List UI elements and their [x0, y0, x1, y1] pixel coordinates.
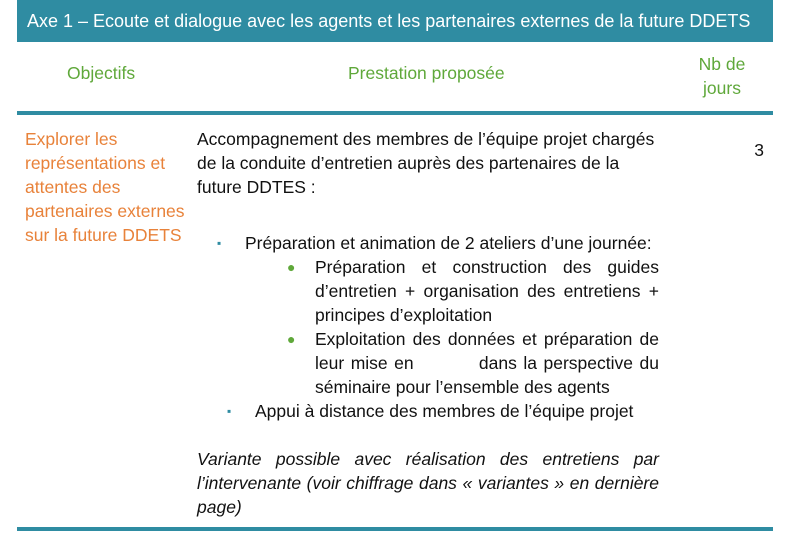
bullet-text: Préparation et animation de 2 ateliers d’une journée: [245, 233, 652, 253]
list-item [197, 231, 659, 255]
dot-bullet-icon: ● [287, 259, 296, 275]
table-bottom-rule [17, 527, 773, 531]
square-bullet-icon: ▪ [217, 236, 222, 250]
prestation-intro: Accompagnement des membres de l’équipe projet chargés de la conduite d’entretien auprès des partenaires de la future DDTES : [197, 129, 655, 197]
header-nb-jours-line1: Nb de [698, 54, 746, 74]
dot-bullet-icon: ● [287, 331, 296, 347]
nb-jours-value: 3 [754, 140, 764, 160]
prestation-cell [197, 127, 664, 519]
list-item [197, 399, 659, 423]
variante-note: Variante possible avec réalisation des entretiens par l’intervenante (voir chiffrage dans « variantes » en dernière page) [197, 449, 659, 517]
table-header-rule [17, 111, 773, 115]
list-item [197, 327, 664, 399]
axe-title: Axe 1 – Ecoute et dialogue avec les agents et les partenaires externes de la future DDETS [17, 0, 773, 42]
sub-bullet-text: Exploitation des données et préparation de leur mise en dans la perspective du séminaire pour l’ensemble des agents [315, 329, 664, 397]
sub-bullet-text: Préparation et construction des guides d’entretien + organisation des entretiens + principes d’exploitation [315, 257, 659, 325]
header-prestation: Prestation proposée [348, 63, 505, 83]
header-nb-jours-line2: jours [703, 78, 741, 98]
header-objectifs: Objectifs [67, 63, 136, 83]
list-item [197, 255, 659, 327]
header-nb-jours [684, 52, 760, 100]
objectif-cell: Explorer les représentations et attentes des partenaires externes sur la future DDETS [25, 129, 185, 245]
bullet-text: Appui à distance des membres de l’équipe projet [255, 401, 634, 421]
square-bullet-icon: ▪ [227, 404, 232, 418]
